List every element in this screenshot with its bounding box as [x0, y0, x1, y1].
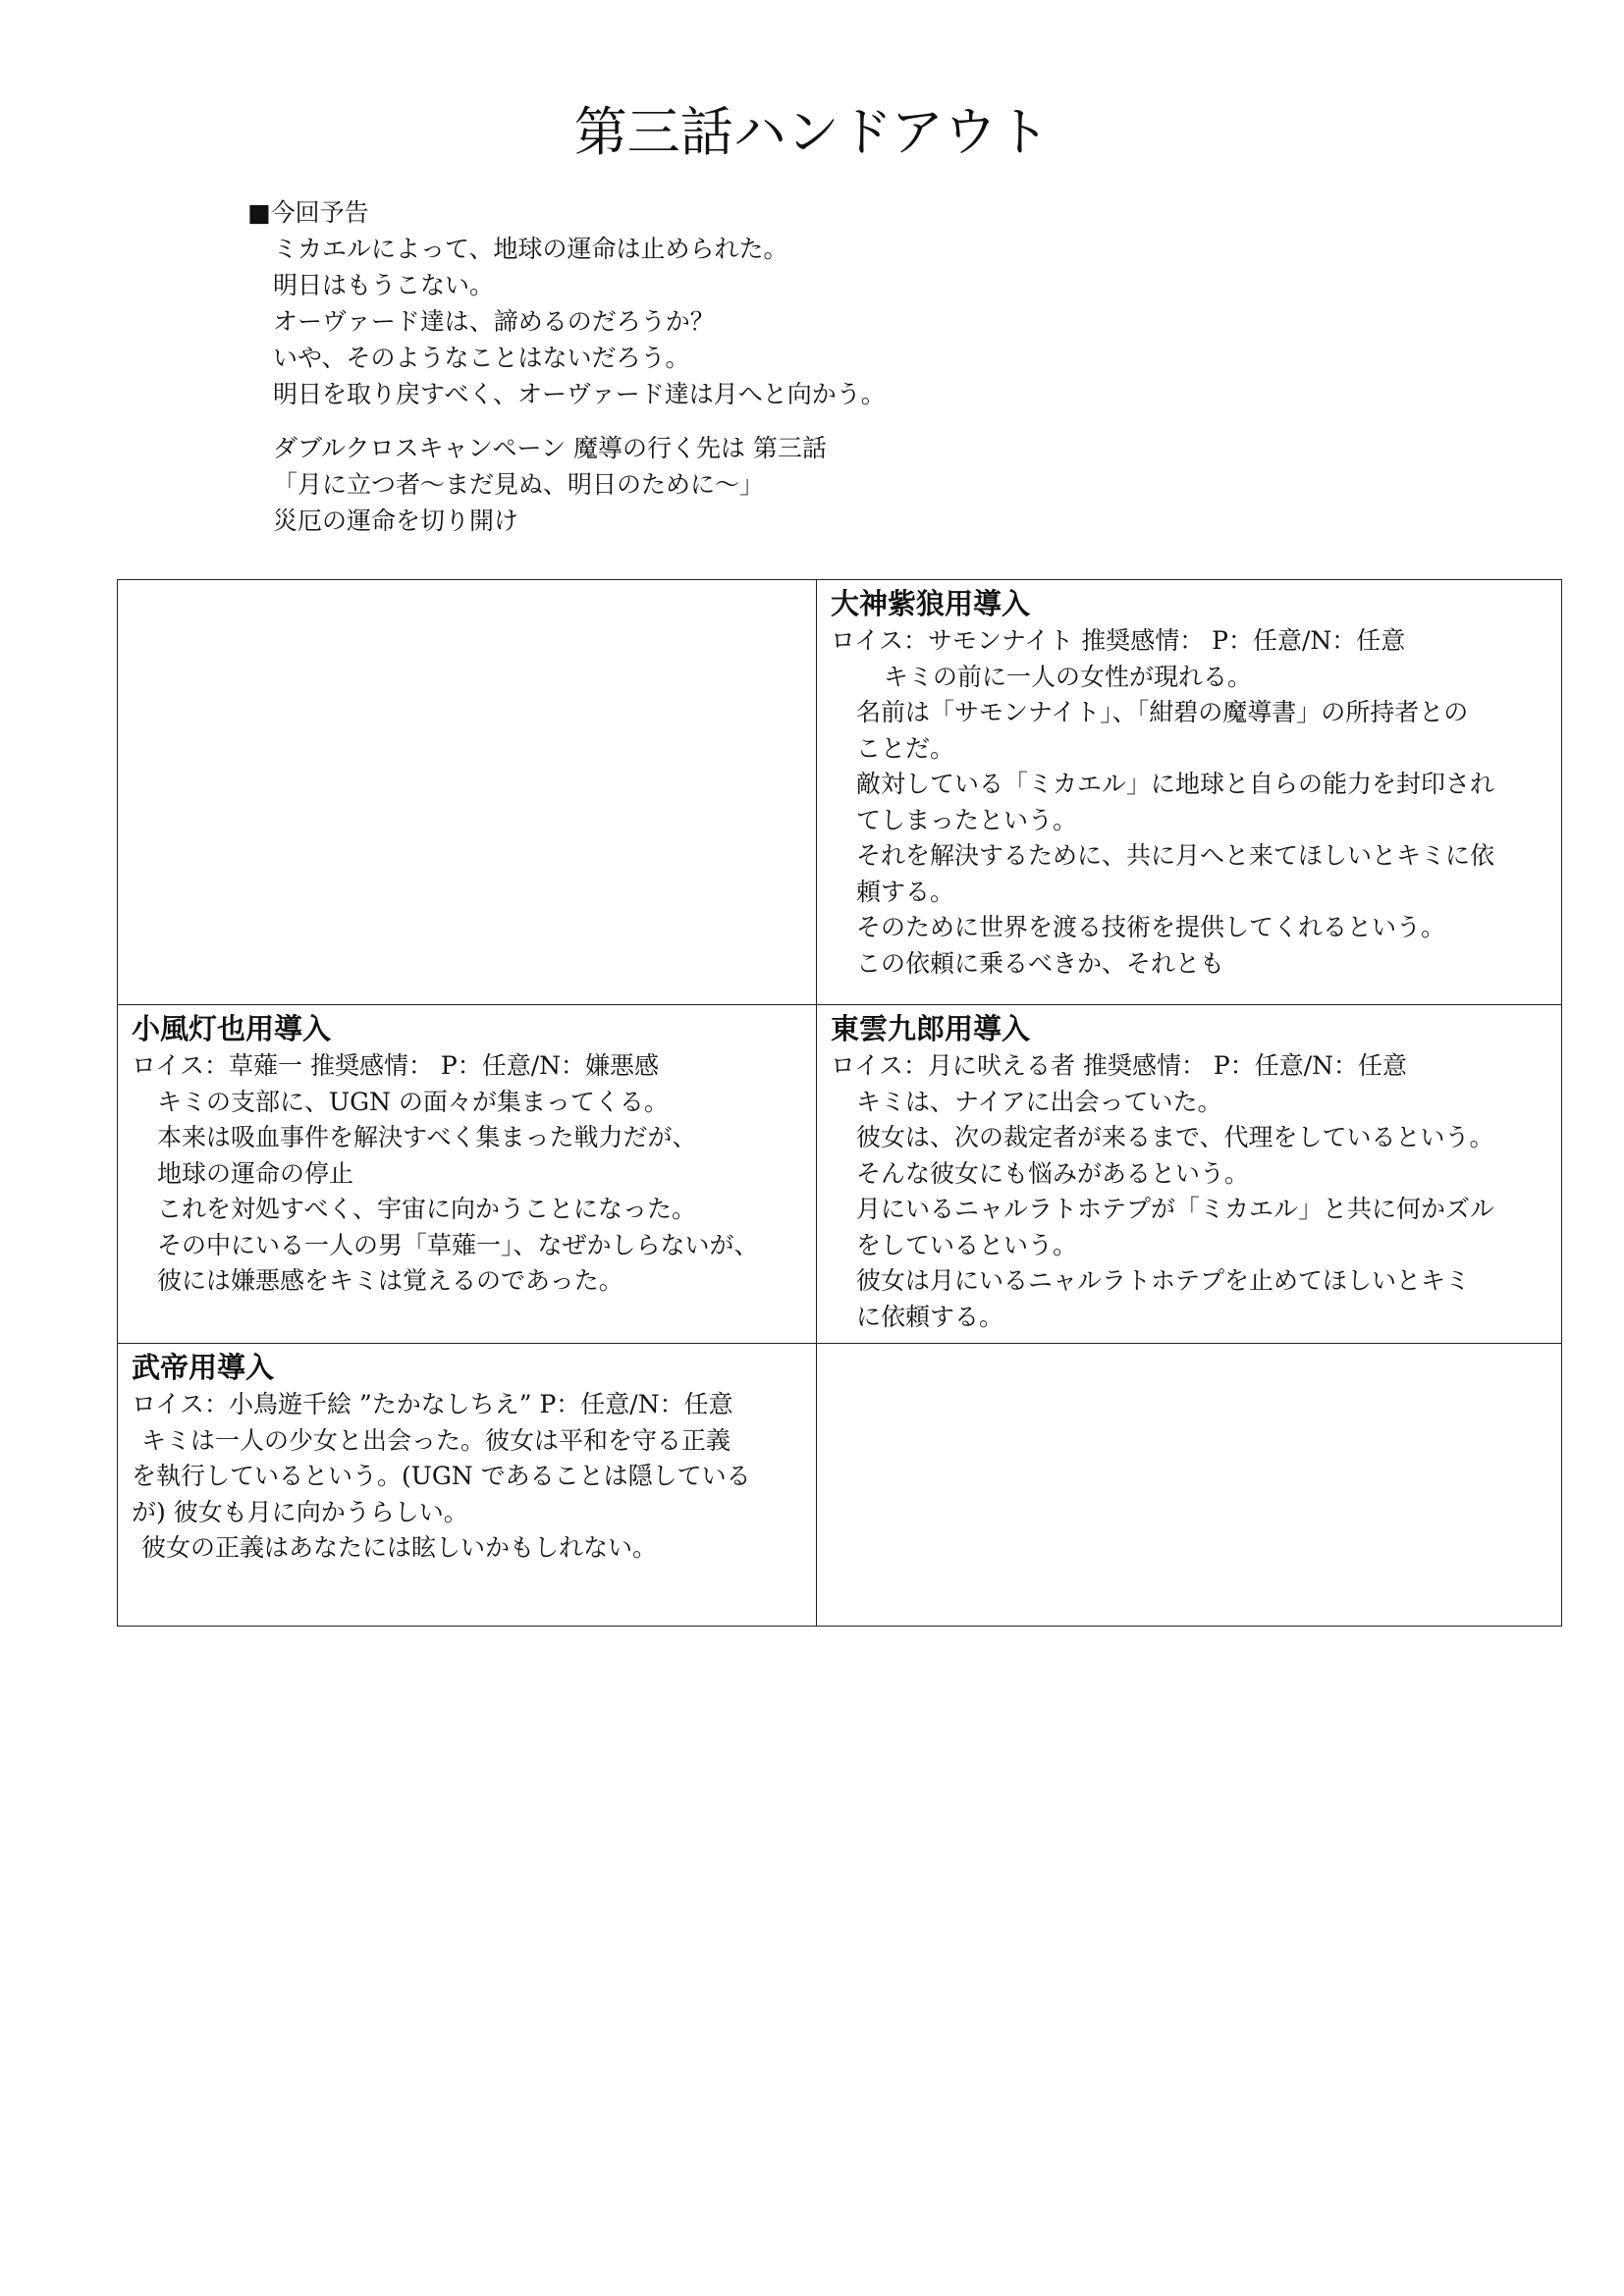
- empty-cell: [817, 1344, 1562, 1627]
- intro-line: そのために世界を渡る技術を提供してくれるという。: [856, 913, 1446, 941]
- intro-cell-kokaze: [118, 1005, 817, 1344]
- roisu-line: ロイス：月に吠える者 推奨感情： P：任意/N：任意: [831, 1051, 1408, 1080]
- intro-line: 本来は吸血事件を解決すべく集まった戦力だが、: [157, 1123, 697, 1151]
- intro-line: 敵対している「ミカエル」に地球と自らの能力を封印され: [856, 770, 1495, 798]
- intro-cell-shinonome: [817, 1005, 1562, 1344]
- intro-line: キミは、ナイアに出会っていた。: [856, 1087, 1222, 1116]
- intro-line: 地球の運命の停止: [157, 1158, 354, 1188]
- intro-line: ことだ。: [856, 733, 955, 763]
- intro-line: 月にいるニャルラトホテプが「ミカエル」と共に何かズル: [856, 1195, 1495, 1223]
- intro-line: 彼女の正義はあなたには眩しいかもしれない。: [141, 1533, 658, 1562]
- intro-title: 小風灯也用導入: [132, 1012, 332, 1045]
- intro-line: この依頼に乗るべきか、それとも: [856, 948, 1225, 978]
- intro-line: キミの支部に、UGN の面々が集まってくる。: [157, 1087, 669, 1116]
- roisu-line: ロイス：草薙一 推奨感情： P：任意/N：嫌悪感: [132, 1051, 660, 1080]
- preview-line: 明日はもうこない。: [273, 271, 495, 299]
- intro-line: 彼女は月にいるニャルラトホテプを止めてほしいとキミ: [856, 1266, 1471, 1295]
- intro-line: そんな彼女にも悩みがあるという。: [856, 1158, 1250, 1188]
- intro-title: 武帝用導入: [132, 1351, 275, 1384]
- roisu-line: ロイス：小鳥遊千絵 ”たかなしちえ” P：任意/N：任意: [132, 1390, 733, 1418]
- empty-cell: [118, 580, 817, 1005]
- intro-cell-oogami: [817, 580, 1562, 1005]
- intro-line: をしているという。: [856, 1230, 1078, 1259]
- intro-line: キミは一人の少女と出会った。彼女は平和を守る正義: [141, 1425, 731, 1455]
- intro-line: に依頼する。: [856, 1302, 1004, 1331]
- intro-line: 頼する。: [856, 877, 955, 906]
- intro-line: 彼女は、次の裁定者が来るまで、代理をしているという。: [856, 1123, 1494, 1151]
- intro-line: それを解決するために、共に月へと来てほしいとキミに依: [856, 841, 1495, 870]
- handout-table: [117, 579, 1562, 1627]
- campaign-line: ダブルクロスキャンペーン 魔導の行く先は 第三話: [273, 434, 827, 462]
- preview-line: ミカエルによって、地球の運命は止められた。: [273, 235, 788, 263]
- preview-line: いや、そのようなことはないだろう。: [273, 344, 690, 372]
- intro-line: キミの前に一人の女性が現れる。: [884, 662, 1253, 691]
- intro-line: が) 彼女も月に向かうらしい。: [132, 1497, 468, 1526]
- intro-line: 名前は「サモンナイト」、「紺碧の魔導書」の所持者との: [856, 698, 1469, 726]
- roisu-line: ロイス：サモンナイト 推奨感情： P：任意/N：任意: [831, 626, 1406, 655]
- intro-line: その中にいる一人の男「草薙一」、なぜかしらないが、: [157, 1230, 759, 1259]
- campaign-line: 災厄の運命を切り開け: [273, 507, 519, 535]
- intro-cell-butei: [118, 1344, 817, 1627]
- preview-section: [247, 194, 1327, 539]
- intro-line: てしまったという。: [856, 805, 1078, 834]
- intro-line: を執行しているという。(UGN であることは隠している: [132, 1462, 751, 1490]
- preview-line: 明日を取り戻すべく、オーヴァード達は月へと向かう。: [273, 380, 886, 408]
- intro-line: これを対処すべく、宇宙に向かうことになった。: [157, 1195, 697, 1223]
- page-title: 第三話ハンドアウト: [573, 101, 1051, 163]
- intro-line: 彼には嫌悪感をキミは覚えるのであった。: [157, 1266, 623, 1295]
- intro-title: 東雲九郎用導入: [831, 1012, 1031, 1045]
- preview-line: オーヴァード達は、諦めるのだろうか？: [273, 307, 715, 336]
- preview-heading: ■今回予告: [247, 198, 369, 227]
- intro-title: 大神紫狼用導入: [831, 587, 1031, 620]
- campaign-line: 「月に立つ者〜まだ見ぬ、明日のために〜」: [273, 470, 765, 499]
